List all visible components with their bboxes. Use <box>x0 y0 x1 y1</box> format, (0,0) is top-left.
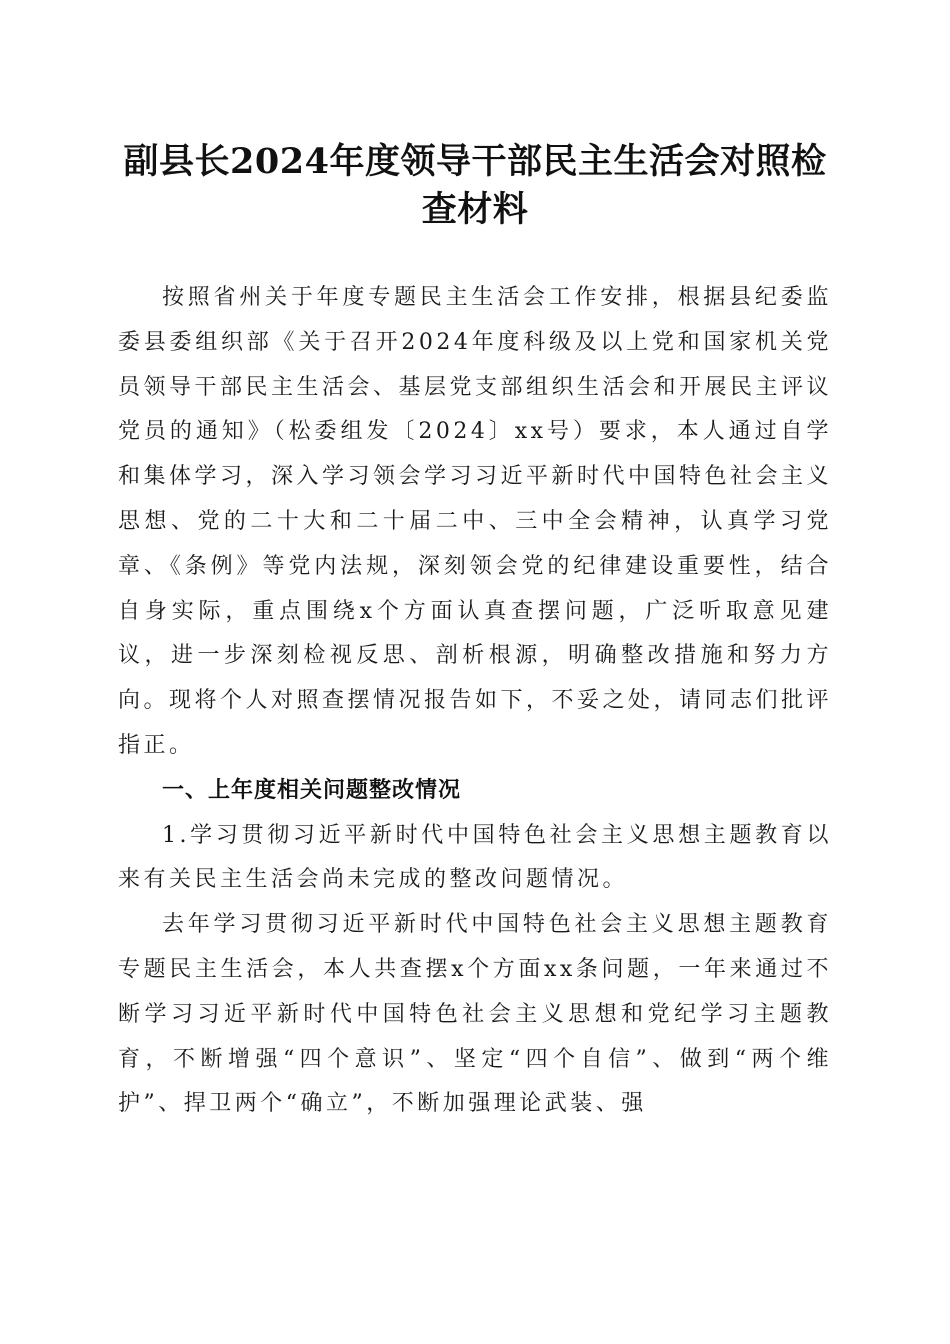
numbered-item-1: 1.学习贯彻习近平新时代中国特色社会主义思想主题教育以来有关民主生活会尚未完成的整改问题情况。 <box>118 822 832 893</box>
intro-paragraph: 按照省州关于年度专题民主生活会工作安排，根据县纪委监委县委组织部《关于召开2024年度科级及以上党和国家机关党员领导干部民主生活会、基层党支部组织生活会和开展民主评议党员的通知》（松委组发〔2024〕xx号）要求，本人通过自学和集体学习，深入学习领会学习习近平新时代中国特色社会主义思想、党的二十大和二十届二中、三中全会精神，认真学习党章、《条例》等党内法规，深刻领会党的纪律建设重要性，结合自身实际，重点围绕x个方面认真查摆问题，广泛听取意见建议，进一步深刻检视反思、剖析根源，明确整改措施和努力方向。现将个人对照查摆情况报告如下，不妥之处，请同志们批评指正。 <box>118 285 833 758</box>
body-paragraph-1: 去年学习贯彻习近平新时代中国特色社会主义思想主题教育专题民主生活会，本人共查摆x个方面xx条问题，一年来通过不断学习习近平新时代中国特色社会主义思想和党纪学习主题教育，不断增强“四个意识”、坚定“四个自信”、做到“两个维护”、捍卫两个“确立”，不断加强理论武装、强 <box>118 912 832 1117</box>
section-heading-1: 一、上年度相关问题整改情况 <box>162 777 462 803</box>
document-body <box>118 276 832 1127</box>
document-title: 副县长2024年度领导干部民主生活会对照检查材料 <box>123 141 827 230</box>
